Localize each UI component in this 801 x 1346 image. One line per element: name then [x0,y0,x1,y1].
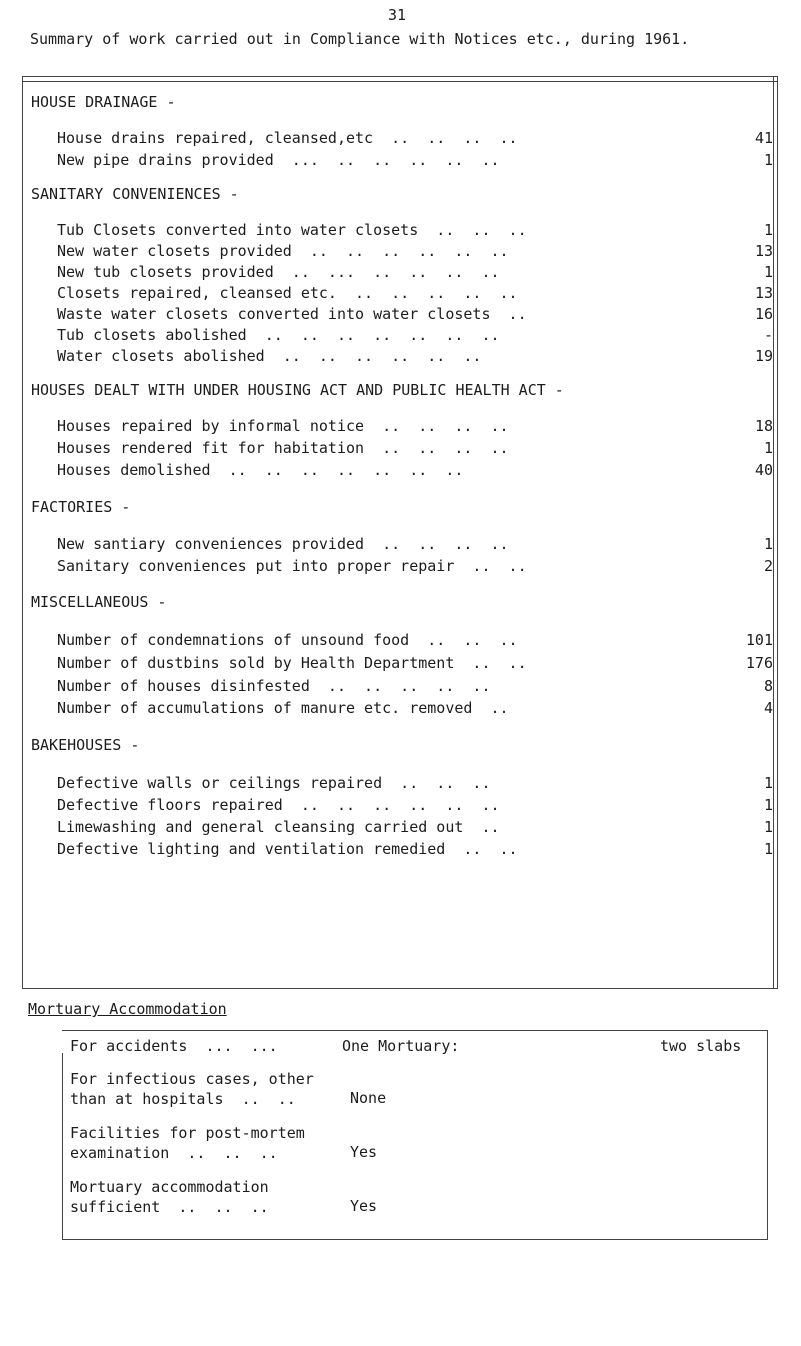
item-value: 1 [763,840,773,858]
item-value: 8 [763,677,773,695]
list-item [57,631,773,651]
mortuary-label: For accidents ... ... [70,1037,278,1055]
item-label: Closets repaired, cleansed etc. .. .. .. .. .. [57,284,518,302]
section-heading-bakehouses: BAKEHOUSES - [31,736,140,754]
list-item [57,840,773,860]
page-number: 31 [388,6,407,24]
left-rule [62,1053,63,1239]
list-item [57,774,773,794]
summary-title: Summary of work carried out in Compliance with Notices etc., during 1961. [30,30,690,48]
item-label: Sanitary conveniences put into proper repair .. .. [57,557,527,575]
mortuary-value: Yes [350,1197,378,1215]
mortuary-value: Yes [350,1143,378,1161]
list-item [57,677,773,697]
item-value: 1 [763,151,773,169]
item-label: Tub Closets converted into water closets .. .. .. [57,221,527,239]
item-label: New santiary conveniences provided .. .. .. .. [57,535,509,553]
item-label: New pipe drains provided ... .. .. .. .. .. [57,151,500,169]
item-label: New water closets provided .. .. .. .. .. .. [57,242,509,260]
item-value: 16 [754,305,773,323]
item-label: Houses demolished .. .. .. .. .. .. .. [57,461,464,479]
item-label: Tub closets abolished .. .. .. .. .. .. .. [57,326,500,344]
item-label: Limewashing and general cleansing carried out .. [57,818,500,836]
item-label: Defective walls or ceilings repaired .. .. .. [57,774,491,792]
list-item [57,461,773,481]
item-value: 1 [763,439,773,457]
list-item [57,347,773,367]
list-item [57,557,773,577]
item-label: Defective floors repaired .. .. .. .. .. .. [57,796,500,814]
item-value: 40 [754,461,773,479]
item-label: Waste water closets converted into water closets .. [57,305,527,323]
list-item [57,221,773,241]
item-label: New tub closets provided .. ... .. .. .. .. [57,263,500,281]
item-value: 101 [745,631,773,649]
item-value: 1 [763,263,773,281]
item-value: 19 [754,347,773,365]
item-label: Number of accumulations of manure etc. removed .. [57,699,509,717]
item-value: 1 [763,818,773,836]
item-value: 1 [763,774,773,792]
item-value: - [763,326,773,344]
item-label: Number of condemnations of unsound food .. .. .. [57,631,518,649]
list-item [57,654,773,674]
section-heading-sanitary-conveniences: SANITARY CONVENIENCES - [31,185,239,203]
item-label: Houses rendered fit for habitation .. .. .. .. [57,439,509,457]
item-value: 13 [754,242,773,260]
section-heading-house-drainage: HOUSE DRAINAGE - [31,93,176,111]
list-item [57,151,773,171]
list-item [57,417,773,437]
item-value: 41 [754,129,773,147]
top-rule [23,81,777,82]
list-item [57,535,773,555]
list-item [57,699,773,719]
mortuary-label: Mortuary accommodation sufficient .. .. .. [70,1178,269,1216]
item-label: Defective lighting and ventilation remedied .. .. [57,840,518,858]
mortuary-extra: two slabs [660,1037,742,1055]
section-heading-houses: HOUSES DEALT WITH UNDER HOUSING ACT AND PUBLIC HEALTH ACT - [31,381,564,399]
mortuary-title: Mortuary Accommodation [28,1000,227,1018]
list-item [57,284,773,304]
item-label: Water closets abolished .. .. .. .. .. .. [57,347,482,365]
list-item [57,305,773,325]
list-item [57,326,773,346]
list-item [57,439,773,459]
list-item [57,263,773,283]
section-heading-factories: FACTORIES - [31,498,131,516]
item-label: House drains repaired, cleansed,etc .. .. .. .. [57,129,518,147]
mortuary-table [62,1030,768,1240]
item-label: Number of houses disinfested .. .. .. .. .. [57,677,491,695]
item-label: Number of dustbins sold by Health Department .. .. [57,654,527,672]
item-value: 18 [754,417,773,435]
mortuary-label: For infectious cases, other than at hospitals .. .. [70,1070,314,1108]
mortuary-value: None [350,1089,387,1107]
mortuary-label: Facilities for post-mortem examination .. .. .. [70,1124,305,1162]
mortuary-value: One Mortuary: [342,1037,460,1055]
item-value: 1 [763,535,773,553]
item-value: 1 [763,796,773,814]
list-item [57,818,773,838]
item-value: 1 [763,221,773,239]
section-heading-miscellaneous: MISCELLANEOUS - [31,593,167,611]
item-value: 176 [745,654,773,672]
summary-box [22,76,778,989]
item-value: 13 [754,284,773,302]
right-rule [773,77,774,988]
list-item [57,242,773,262]
list-item [57,796,773,816]
item-value: 4 [763,699,773,717]
item-label: Houses repaired by informal notice .. .. .. .. [57,417,509,435]
item-value: 2 [763,557,773,575]
list-item [57,129,773,149]
